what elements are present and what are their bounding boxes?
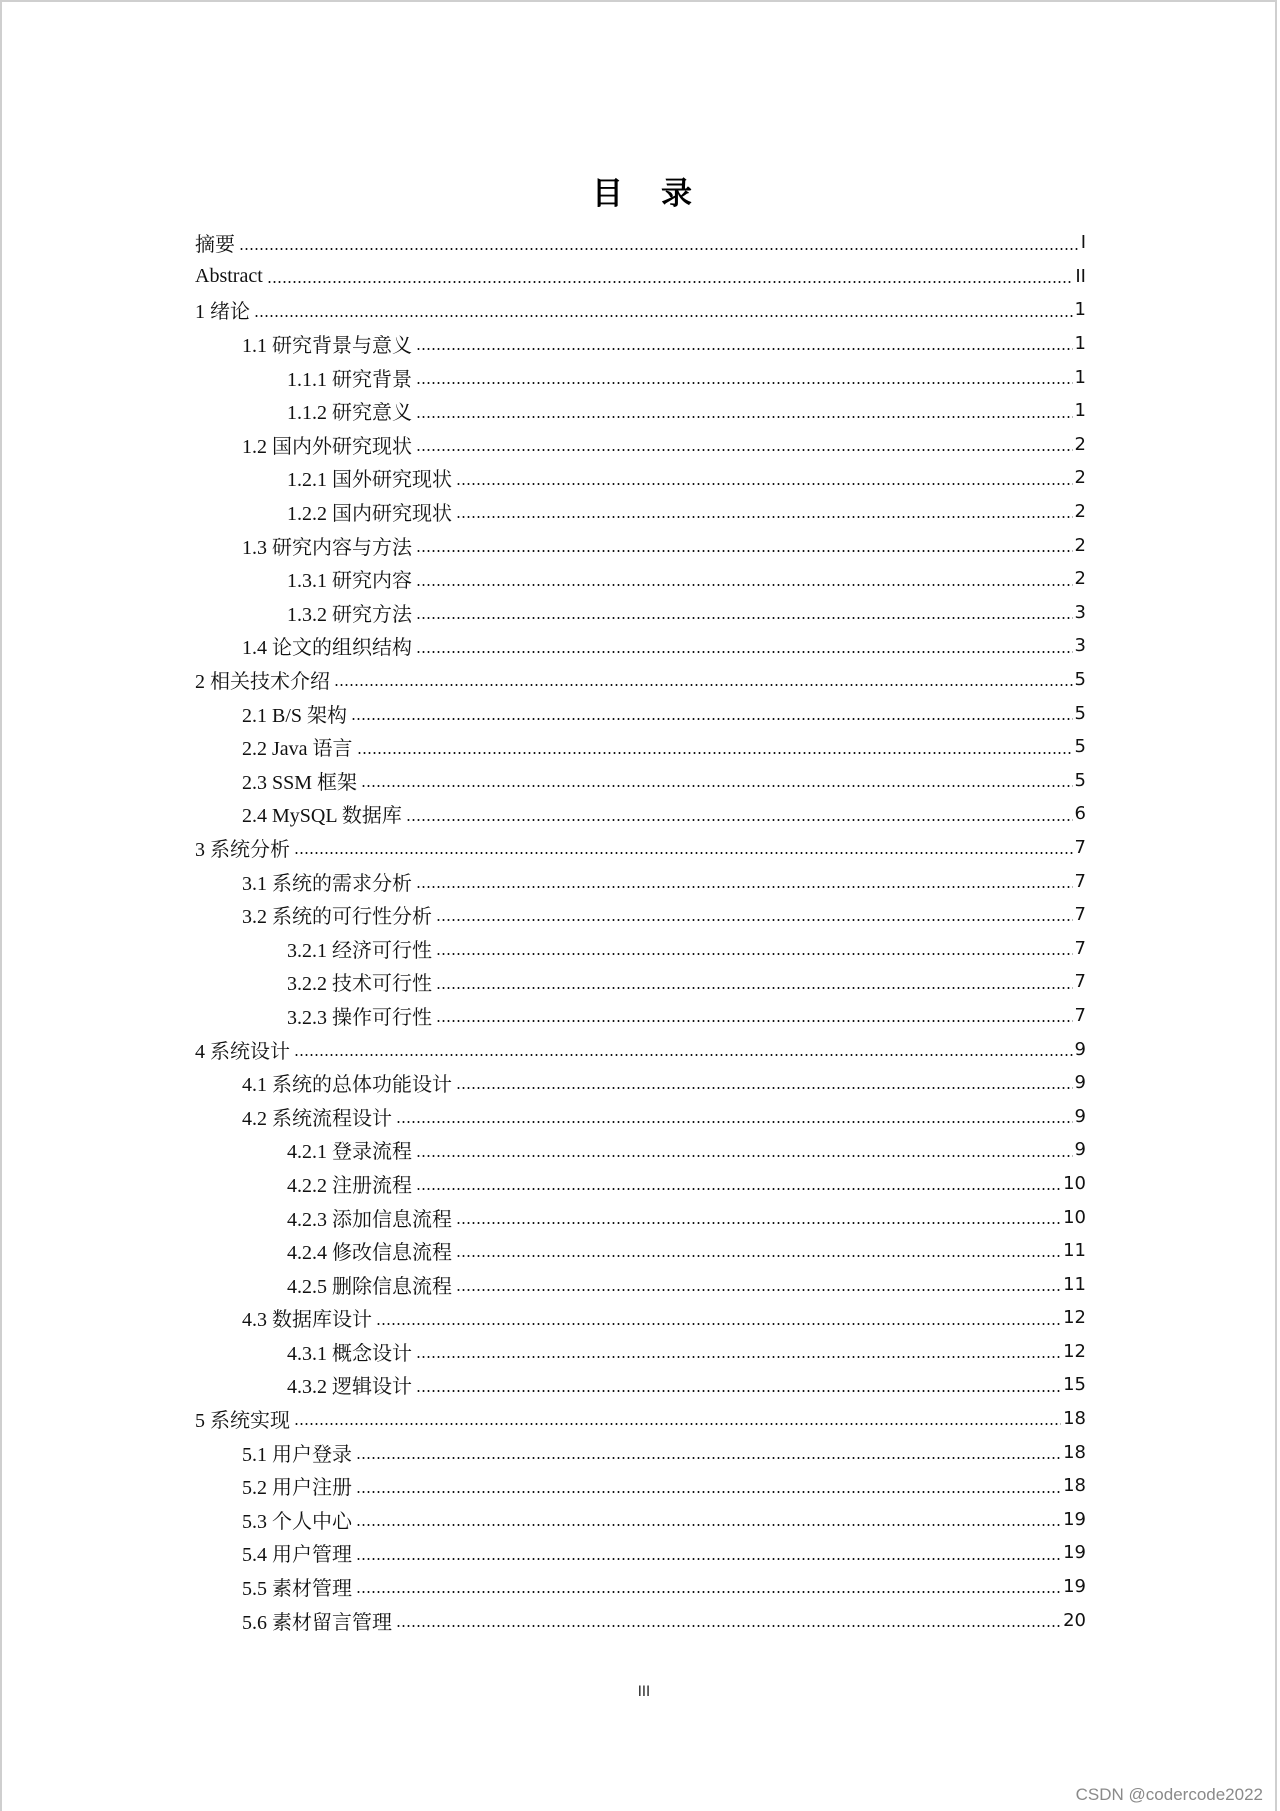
toc-entry-level-3[interactable] (195, 1368, 1086, 1402)
toc-entry-level-2[interactable] (195, 1603, 1086, 1637)
toc-entry-label: 1.1.1 研究背景 (287, 368, 412, 391)
dot-leader (356, 1457, 1061, 1459)
table-of-contents (195, 226, 1086, 1637)
toc-entry-label: 4.2.3 添加信息流程 (287, 1208, 452, 1231)
toc-entry-label: Abstract (195, 264, 263, 287)
dot-leader (436, 919, 1073, 921)
toc-entry-label: 5.1 用户登录 (242, 1443, 352, 1466)
toc-entry-page-number: 7 (1074, 836, 1086, 858)
toc-entry-label: 3.2.3 操作可行性 (287, 1006, 432, 1029)
toc-entry-page-number: 7 (1074, 937, 1086, 959)
toc-entry-label: 5.2 用户注册 (242, 1477, 352, 1500)
toc-entry-level-1[interactable] (195, 663, 1086, 697)
dot-leader (396, 1121, 1073, 1123)
toc-entry-page-number: 5 (1074, 669, 1086, 691)
toc-entry-page-number: 19 (1063, 1542, 1086, 1564)
dot-leader (416, 382, 1073, 384)
toc-entry-label: 1 绪论 (195, 301, 250, 324)
toc-entry-level-1[interactable] (195, 293, 1086, 327)
dot-leader (436, 1020, 1073, 1022)
toc-entry-level-3[interactable] (195, 1335, 1086, 1369)
toc-entry-page-number: 12 (1063, 1340, 1086, 1362)
toc-entry-level-1[interactable] (195, 1032, 1086, 1066)
toc-entry-page-number: 9 (1074, 1038, 1086, 1060)
dot-leader (294, 1423, 1061, 1425)
toc-entry-label: 4.3.1 概念设计 (287, 1342, 412, 1365)
dot-leader (416, 584, 1073, 586)
toc-entry-page-number: 19 (1063, 1508, 1086, 1530)
toc-entry-label: 3.2.2 技术可行性 (287, 973, 432, 996)
toc-entry-page-number: 5 (1074, 736, 1086, 758)
dot-leader (356, 1491, 1061, 1493)
toc-entry-label: 5.3 个人中心 (242, 1510, 352, 1533)
toc-entry-page-number: 7 (1074, 1004, 1086, 1026)
dot-leader (416, 416, 1073, 418)
toc-entry-level-3[interactable] (195, 1267, 1086, 1301)
toc-entry-level-3[interactable] (195, 461, 1086, 495)
dot-leader (416, 1155, 1073, 1157)
toc-entry-label: 2.2 Java 语言 (242, 738, 353, 761)
toc-entry-label: 1.3.1 研究内容 (287, 570, 412, 593)
dot-leader (357, 752, 1073, 754)
toc-entry-level-3[interactable] (195, 394, 1086, 428)
toc-entry-page-number: 2 (1074, 568, 1086, 590)
toc-entry-label: 3.2 系统的可行性分析 (242, 906, 432, 929)
toc-entry-label: 1.2 国内外研究现状 (242, 435, 412, 458)
toc-entry-page-number: 2 (1074, 467, 1086, 489)
toc-entry-page-number: 20 (1063, 1609, 1086, 1631)
toc-entry-level-3[interactable] (195, 495, 1086, 529)
toc-entry-label: 1.1 研究背景与意义 (242, 335, 412, 358)
toc-entry-page-number: 6 (1074, 803, 1086, 825)
dot-leader (416, 550, 1073, 552)
toc-entry-level-1[interactable] (195, 1402, 1086, 1436)
dot-leader (456, 483, 1073, 485)
toc-entry-label: 3.1 系统的需求分析 (242, 872, 412, 895)
toc-entry-label: 4.2.5 删除信息流程 (287, 1275, 452, 1298)
toc-entry-label: 4.2.1 登录流程 (287, 1141, 412, 1164)
toc-entry-level-2[interactable] (195, 1301, 1086, 1335)
toc-entry-level-1[interactable] (195, 226, 1086, 260)
dot-leader (361, 785, 1073, 787)
toc-entry-label: 摘要 (195, 234, 235, 257)
toc-entry-level-2[interactable] (195, 1066, 1086, 1100)
toc-entry-label: 5 系统实现 (195, 1410, 290, 1433)
dot-leader (416, 617, 1073, 619)
toc-entry-label: 3 系统分析 (195, 838, 290, 861)
toc-entry-page-number: 2 (1074, 501, 1086, 523)
dot-leader (416, 1356, 1061, 1358)
toc-entry-level-3[interactable] (195, 965, 1086, 999)
toc-entry-level-3[interactable] (195, 596, 1086, 630)
toc-entry-label: 4.2.2 注册流程 (287, 1174, 412, 1197)
page-number-footer: III (637, 1684, 651, 1700)
toc-entry-level-2[interactable] (195, 428, 1086, 462)
dot-leader (356, 1591, 1061, 1593)
dot-leader (334, 684, 1073, 686)
toc-entry-page-number: 1 (1074, 400, 1086, 422)
toc-entry-level-3[interactable] (195, 1133, 1086, 1167)
dot-leader (456, 1087, 1073, 1089)
dot-leader (416, 449, 1073, 451)
toc-entry-page-number: 18 (1063, 1441, 1086, 1463)
toc-entry-label: 2 相关技术介绍 (195, 671, 330, 694)
toc-entry-page-number: 18 (1063, 1475, 1086, 1497)
toc-entry-page-number: 7 (1074, 904, 1086, 926)
toc-entry-label: 2.4 MySQL 数据库 (242, 805, 402, 828)
toc-entry-label: 5.5 素材管理 (242, 1578, 352, 1601)
dot-leader (406, 819, 1073, 821)
dot-leader (456, 516, 1073, 518)
toc-entry-page-number: 9 (1074, 1072, 1086, 1094)
toc-entry-level-2[interactable] (195, 629, 1086, 663)
toc-entry-page-number: 18 (1063, 1408, 1086, 1430)
toc-entry-level-3[interactable] (195, 999, 1086, 1033)
dot-leader (239, 248, 1079, 250)
toc-entry-label: 1.3 研究内容与方法 (242, 536, 412, 559)
dot-leader (456, 1289, 1061, 1291)
toc-entry-level-2[interactable] (195, 764, 1086, 798)
toc-entry-label: 5.4 用户管理 (242, 1544, 352, 1567)
toc-entry-level-3[interactable] (195, 1167, 1086, 1201)
dot-leader (456, 1222, 1061, 1224)
toc-entry-label: 1.3.2 研究方法 (287, 603, 412, 626)
toc-entry-page-number: 10 (1063, 1172, 1086, 1194)
toc-entry-level-2[interactable] (195, 696, 1086, 730)
toc-entry-level-3[interactable] (195, 1234, 1086, 1268)
toc-entry-label: 4.2 系统流程设计 (242, 1107, 392, 1130)
dot-leader (294, 1054, 1073, 1056)
dot-leader (416, 1390, 1061, 1392)
dot-leader (267, 281, 1074, 283)
toc-entry-page-number: 1 (1074, 366, 1086, 388)
dot-leader (254, 315, 1073, 317)
dot-leader (356, 1524, 1061, 1526)
dot-leader (416, 651, 1073, 653)
dot-leader (456, 1255, 1061, 1257)
toc-entry-level-1[interactable] (195, 831, 1086, 865)
toc-entry-label: 4.3 数据库设计 (242, 1309, 372, 1332)
dot-leader (436, 987, 1073, 989)
toc-entry-level-2[interactable] (195, 1536, 1086, 1570)
toc-entry-level-2[interactable] (195, 327, 1086, 361)
toc-entry-label: 4.1 系统的总体功能设计 (242, 1074, 452, 1097)
dot-leader (436, 953, 1073, 955)
dot-leader (416, 1188, 1061, 1190)
toc-entry-label: 2.3 SSM 框架 (242, 771, 358, 794)
toc-entry-page-number: II (1075, 265, 1086, 287)
toc-entry-level-2[interactable] (195, 1503, 1086, 1537)
toc-entry-page-number: I (1080, 232, 1086, 254)
toc-entry-page-number: 9 (1074, 1105, 1086, 1127)
toc-entry-page-number: 5 (1074, 769, 1086, 791)
toc-entry-label: 4.2.4 修改信息流程 (287, 1242, 452, 1265)
dot-leader (416, 886, 1073, 888)
toc-entry-page-number: 10 (1063, 1206, 1086, 1228)
toc-entry-page-number: 1 (1074, 333, 1086, 355)
toc-entry-level-2[interactable] (195, 898, 1086, 932)
toc-entry-label: 1.2.2 国内研究现状 (287, 503, 452, 526)
dot-leader (416, 348, 1073, 350)
toc-entry-label: 3.2.1 经济可行性 (287, 939, 432, 962)
dot-leader (351, 718, 1073, 720)
toc-entry-page-number: 9 (1074, 1139, 1086, 1161)
dot-leader (376, 1323, 1061, 1325)
toc-entry-level-1[interactable] (195, 260, 1086, 294)
toc-entry-page-number: 11 (1063, 1273, 1086, 1295)
toc-entry-level-3[interactable] (195, 1200, 1086, 1234)
toc-entry-level-2[interactable] (195, 1570, 1086, 1604)
toc-entry-level-2[interactable] (195, 1435, 1086, 1469)
toc-entry-label: 5.6 素材留言管理 (242, 1611, 392, 1634)
toc-entry-page-number: 15 (1063, 1374, 1086, 1396)
toc-entry-page-number: 7 (1074, 870, 1086, 892)
dot-leader (356, 1558, 1061, 1560)
toc-entry-label: 1.4 论文的组织结构 (242, 637, 412, 660)
page-title: 目录 (592, 176, 730, 212)
toc-entry-page-number: 1 (1074, 299, 1086, 321)
toc-entry-page-number: 7 (1074, 971, 1086, 993)
toc-entry-level-2[interactable] (195, 864, 1086, 898)
toc-entry-page-number: 5 (1074, 702, 1086, 724)
toc-entry-label: 1.1.2 研究意义 (287, 402, 412, 425)
toc-entry-level-2[interactable] (195, 730, 1086, 764)
toc-entry-level-3[interactable] (195, 562, 1086, 596)
toc-entry-label: 2.1 B/S 架构 (242, 704, 348, 727)
toc-entry-page-number: 19 (1063, 1576, 1086, 1598)
toc-entry-page-number: 12 (1063, 1307, 1086, 1329)
toc-entry-level-2[interactable] (195, 528, 1086, 562)
toc-entry-level-2[interactable] (195, 797, 1086, 831)
toc-entry-label: 1.2.1 国外研究现状 (287, 469, 452, 492)
csdn-watermark: CSDN @codercode2022 (1075, 1785, 1263, 1804)
toc-entry-level-3[interactable] (195, 360, 1086, 394)
dot-leader (294, 852, 1073, 854)
dot-leader (396, 1625, 1061, 1627)
toc-entry-label: 4 系统设计 (195, 1040, 290, 1063)
toc-entry-level-2[interactable] (195, 1099, 1086, 1133)
toc-entry-page-number: 2 (1074, 534, 1086, 556)
toc-entry-page-number: 2 (1074, 433, 1086, 455)
toc-entry-level-2[interactable] (195, 1469, 1086, 1503)
toc-entry-level-3[interactable] (195, 931, 1086, 965)
toc-entry-page-number: 3 (1074, 601, 1086, 623)
toc-entry-page-number: 3 (1074, 635, 1086, 657)
toc-entry-label: 4.3.2 逻辑设计 (287, 1376, 412, 1399)
toc-entry-page-number: 11 (1063, 1240, 1086, 1262)
